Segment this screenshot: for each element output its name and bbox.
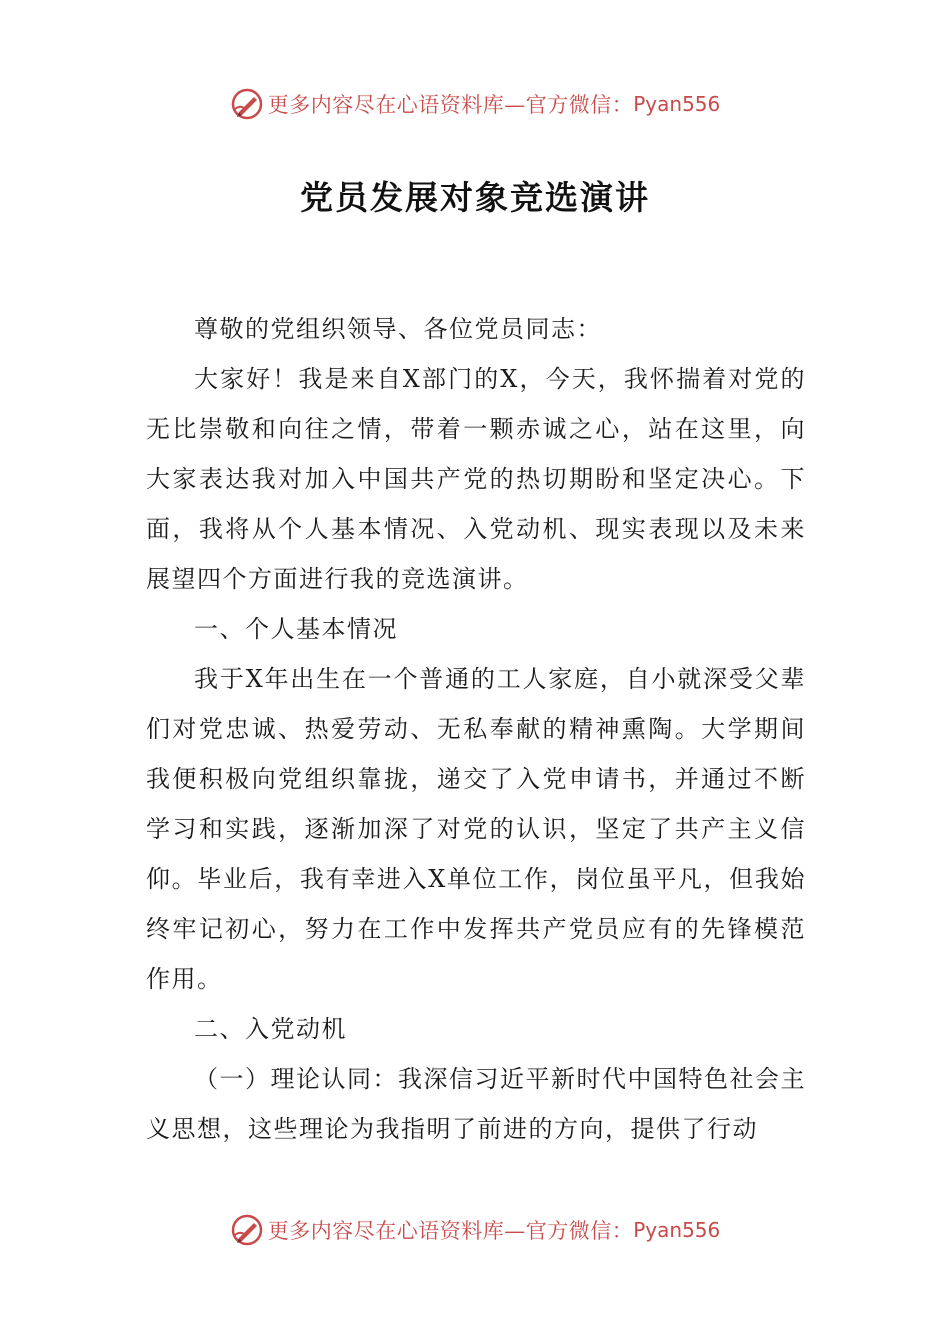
document-title: 党员发展对象竞选演讲	[300, 178, 650, 217]
section-heading: 一、个人基本情况	[194, 615, 398, 643]
pen-logo-icon	[230, 1213, 264, 1247]
body-paragraph: （一）理论认同：我深信习近平新时代中国特色社会主义思想，这些理论为我指明了前进的方向，提供了行动	[146, 1065, 806, 1143]
body-paragraph: 大家好！我是来自X部门的X，今天，我怀揣着对党的无比崇敬和向往之情，带着一颗赤诚之心，站在这里，向大家表达我对加入中国共产党的热切期盼和坚定决心。下面，我将从个人基本情况、入党动机、现实表现以及未来展望四个方面进行我的竞选演讲。	[146, 365, 806, 593]
watermark-text: 更多内容尽在心语资料库—官方微信：	[267, 1219, 634, 1243]
salutation: 尊敬的党组织领导、各位党员同志：	[194, 315, 602, 343]
watermark-wechat-id: Pyan556	[633, 1218, 721, 1242]
section-heading: 二、入党动机	[194, 1015, 347, 1043]
header-watermark	[0, 84, 950, 124]
watermark-wechat-id: Pyan556	[633, 92, 721, 116]
footer-watermark	[0, 1210, 950, 1250]
body-paragraph: 我于X年出生在一个普通的工人家庭，自小就深受父辈们对党忠诚、热爱劳动、无私奉献的精神熏陶。大学期间我便积极向党组织靠拢，递交了入党申请书，并通过不断学习和实践，逐渐加深了对党的认识，坚定了共产主义信仰。毕业后，我有幸进入X单位工作，岗位虽平凡，但我始终牢记初心，努力在工作中发挥共产党员应有的先锋模范作用。	[146, 665, 806, 993]
document-body	[146, 304, 806, 1154]
watermark-text: 更多内容尽在心语资料库—官方微信：	[267, 93, 634, 117]
pen-logo-icon	[230, 87, 264, 121]
